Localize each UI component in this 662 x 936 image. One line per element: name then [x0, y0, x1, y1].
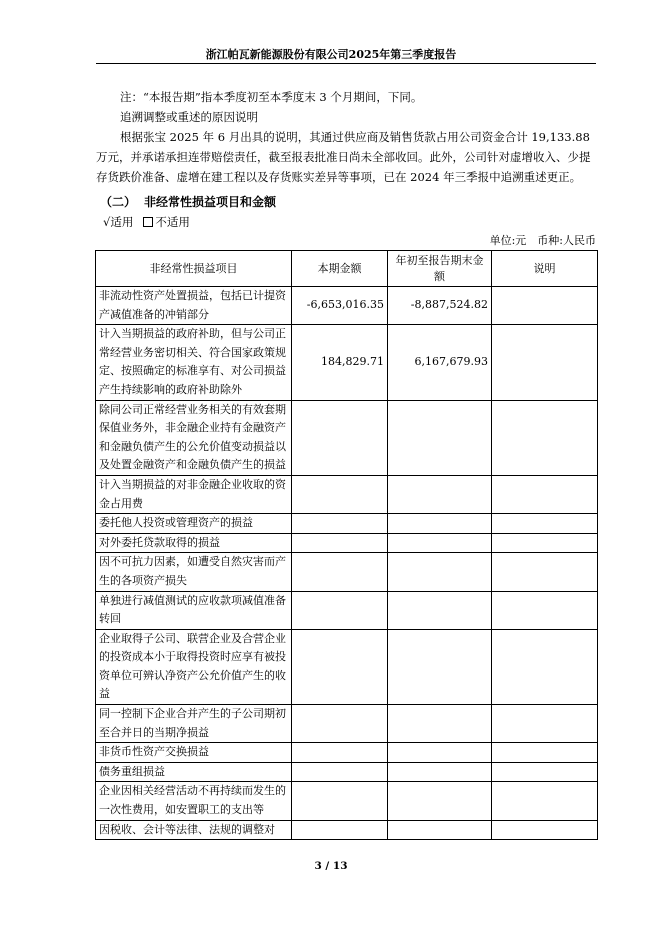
row-note-cell	[492, 553, 598, 591]
row-item-cell: 非货币性资产交换损益	[96, 743, 292, 763]
section-heading	[100, 193, 284, 210]
table-row	[96, 782, 598, 820]
row-note-cell	[492, 533, 598, 553]
row-note-cell	[492, 629, 598, 704]
row-note-cell	[492, 287, 598, 325]
table-row	[96, 820, 598, 840]
row-note-cell	[492, 514, 598, 534]
checkbox-empty-icon	[143, 217, 153, 227]
note-reporting-period: 注：“本报告期”指本季度初至本季度末 3 个月期间，下同。	[120, 90, 423, 104]
row-ytd-amount-cell	[388, 820, 492, 840]
row-ytd-amount-cell	[388, 533, 492, 553]
row-note-cell	[492, 743, 598, 763]
non-recurring-gains-table	[95, 250, 598, 840]
row-current-amount-cell	[292, 533, 388, 553]
row-note-cell	[492, 591, 598, 629]
row-current-amount-cell	[292, 705, 388, 743]
row-ytd-amount-cell: -8,887,524.82	[388, 287, 492, 325]
table-row	[96, 743, 598, 763]
table-row	[96, 400, 598, 475]
row-current-amount-cell	[292, 514, 388, 534]
row-ytd-amount-cell	[388, 475, 492, 513]
row-note-cell	[492, 400, 598, 475]
section-number: （二）	[100, 195, 137, 209]
row-ytd-amount-cell	[388, 762, 492, 782]
table-row	[96, 629, 598, 704]
header-current-amount: 本期金额	[292, 251, 388, 287]
applicability-selector	[103, 214, 190, 230]
row-ytd-amount-cell	[388, 705, 492, 743]
section-title: 非经常性损益项目和金额	[144, 195, 277, 209]
row-current-amount-cell	[292, 629, 388, 704]
row-item-cell: 企业因相关经营活动不再持续而发生的一次性费用，如安置职工的支出等	[96, 782, 292, 820]
row-ytd-amount-cell	[388, 743, 492, 763]
header-item: 非经常性损益项目	[96, 251, 292, 287]
applicable-option: √适用	[103, 215, 134, 229]
header-ytd-amount: 年初至报告期末金额	[388, 251, 492, 287]
table-row	[96, 533, 598, 553]
report-header-title: 浙江帕瓦新能源股份有限公司2025年第三季度报告	[205, 48, 457, 61]
row-item-cell: 债务重组损益	[96, 762, 292, 782]
not-applicable-option: 不适用	[155, 215, 190, 229]
row-item-cell: 企业取得子公司、联营企业及合营企业的投资成本小于取得投资时应享有被投资单位可辨认净资产公允价值产生的收益	[96, 629, 292, 704]
table-row	[96, 553, 598, 591]
row-current-amount-cell: -6,653,016.35	[292, 287, 388, 325]
table-row	[96, 287, 598, 325]
row-item-cell: 委托他人投资或管理资产的损益	[96, 514, 292, 534]
row-note-cell	[492, 782, 598, 820]
row-item-cell: 单独进行减值测试的应收款项减值准备转回	[96, 591, 292, 629]
row-note-cell	[492, 325, 598, 400]
header-note: 说明	[492, 251, 598, 287]
page-number: 3 / 13	[314, 860, 348, 872]
row-ytd-amount-cell	[388, 400, 492, 475]
row-current-amount-cell	[292, 743, 388, 763]
unit-currency-line: 单位:元 币种:人民币	[489, 234, 596, 247]
row-current-amount-cell	[292, 762, 388, 782]
row-item-cell: 因税收、会计等法律、法规的调整对	[96, 820, 292, 840]
row-note-cell	[492, 475, 598, 513]
row-item-cell: 对外委托贷款取得的损益	[96, 533, 292, 553]
header-divider	[96, 63, 596, 64]
row-item-cell: 除同公司正常经营业务相关的有效套期保值业务外，非金融企业持有金融资产和金融负债产生的公允价值变动损益以及处置金融资产和金融负债产生的损益	[96, 400, 292, 475]
row-current-amount-cell	[292, 475, 388, 513]
row-item-cell: 同一控制下企业合并产生的子公司期初至合并日的当期净损益	[96, 705, 292, 743]
row-ytd-amount-cell: 6,167,679.93	[388, 325, 492, 400]
row-note-cell	[492, 762, 598, 782]
note-restatement-reason: 根据张宝 2025 年 6 月出具的说明，其通过供应商及销售货款占用公司资金合计 19,133.88 万元，并承诺承担连带赔偿责任，截至报表批准日尚未全部收回。此外，公司针对虚增收入、少提存货跌价准备、虚增在建工程以及存货账实差异等事项，已在 2024 年三季报中追溯重述更正。	[96, 130, 591, 184]
table-row	[96, 475, 598, 513]
table-row	[96, 762, 598, 782]
row-item-cell: 计入当期损益的对非金融企业收取的资金占用费	[96, 475, 292, 513]
table-header-row	[96, 251, 598, 287]
note-restatement-heading: 追溯调整或重述的原因说明	[120, 110, 258, 124]
row-item-cell: 非流动性资产处置损益，包括已计提资产减值准备的冲销部分	[96, 287, 292, 325]
row-current-amount-cell	[292, 820, 388, 840]
row-ytd-amount-cell	[388, 782, 492, 820]
row-current-amount-cell	[292, 782, 388, 820]
row-ytd-amount-cell	[388, 629, 492, 704]
row-item-cell: 因不可抗力因素，如遭受自然灾害而产生的各项资产损失	[96, 553, 292, 591]
row-ytd-amount-cell	[388, 514, 492, 534]
row-current-amount-cell	[292, 591, 388, 629]
table-row	[96, 514, 598, 534]
table-row	[96, 705, 598, 743]
row-current-amount-cell	[292, 400, 388, 475]
table-row	[96, 325, 598, 400]
row-current-amount-cell	[292, 553, 388, 591]
row-ytd-amount-cell	[388, 553, 492, 591]
row-current-amount-cell: 184,829.71	[292, 325, 388, 400]
row-item-cell: 计入当期损益的政府补助，但与公司正常经营业务密切相关、符合国家政策规定、按照确定的标准享有、对公司损益产生持续影响的政府补助除外	[96, 325, 292, 400]
row-note-cell	[492, 820, 598, 840]
row-ytd-amount-cell	[388, 591, 492, 629]
table-row	[96, 591, 598, 629]
row-note-cell	[492, 705, 598, 743]
